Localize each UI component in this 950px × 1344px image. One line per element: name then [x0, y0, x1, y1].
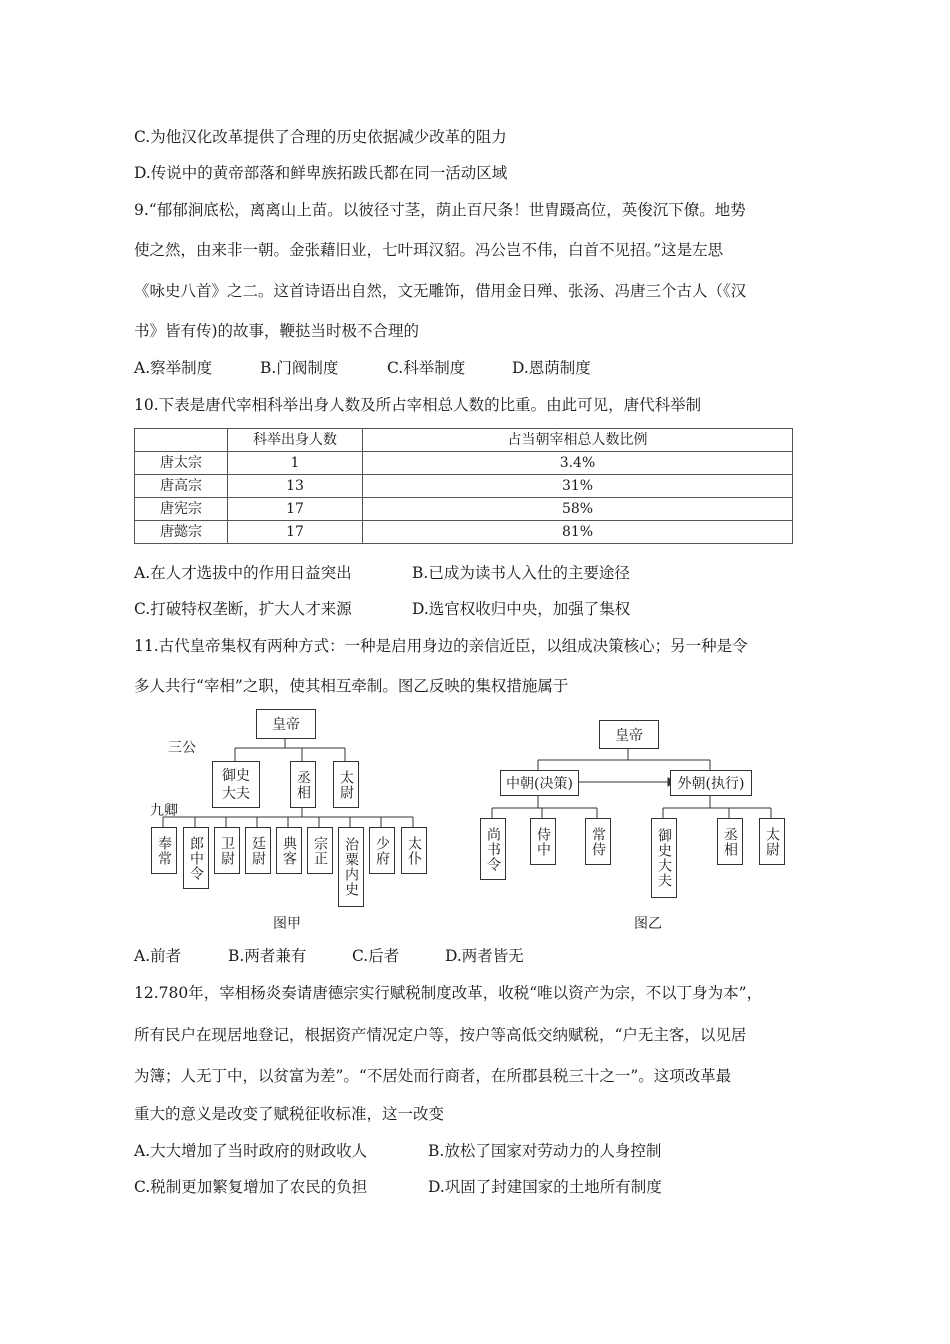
fig-a-jiuqing-label: 九卿 [150, 803, 178, 819]
fig-a-sangong-label: 三公 [168, 740, 196, 756]
fig-a-taipu-box: 太仆 [401, 827, 427, 874]
fig-b-caption: 图乙 [634, 916, 662, 932]
table-cell: 1 [228, 452, 363, 475]
fig-b-changshi-box: 常侍 [585, 818, 611, 865]
q9-stem-line-1: 9.“郁郁涧底松，离离山上苗。以彼径寸茎，荫止百尺条！世胄蹑高位，英俊沉下僚。地势 [134, 201, 746, 219]
q11-option-a: A.前者 [134, 947, 182, 965]
q8-option-d: D.传说中的黄帝部落和鲜卑族拓跋氏都在同一活动区域 [134, 164, 508, 182]
q11-option-b: B.两者兼有 [228, 947, 307, 965]
fig-b-taiwei-box: 太尉 [759, 818, 785, 865]
fig-a-emperor-box: 皇帝 [256, 709, 316, 739]
q10-option-d: D.选官权收归中央，加强了集权 [412, 600, 631, 618]
q12-option-c: C.税制更加繁复增加了农民的负担 [134, 1178, 368, 1196]
fig-a-yushidafu-box [212, 761, 260, 808]
fig-a-dianke-box: 典客 [276, 827, 302, 874]
q11-option-c: C.后者 [352, 947, 400, 965]
fig-a-zongzheng-box: 宗正 [307, 827, 333, 874]
fig-b-zhongchao-box: 中朝(决策) [500, 770, 579, 796]
table-cell: 唐懿宗 [135, 521, 228, 544]
fig-b-shangshuling-box: 尚书令 [480, 818, 506, 880]
fig-b-shizhong-box: 侍中 [530, 818, 556, 865]
q10-option-a: A.在人才选拔中的作用日益突出 [134, 564, 352, 582]
table-cell: 唐高宗 [135, 475, 228, 498]
q9-stem-line-3: 《咏史八首》之二。这首诗语出自然，文无雕饰，借用金日殚、张汤、冯唐三个古人（《汉 [134, 282, 747, 300]
fig-a-caption: 图甲 [273, 916, 301, 932]
table-cell: 81% [363, 521, 793, 544]
q11-option-d: D.两者皆无 [445, 947, 524, 965]
q12-option-d: D.巩固了封建国家的土地所有制度 [428, 1178, 662, 1196]
q9-stem-line-2: 使之然，由来非一朝。金张藉旧业，七叶珥汉貂。冯公岂不伟，白首不见招。”这是左思 [134, 241, 724, 259]
fig-b-chengxiang-box: 丞相 [717, 818, 743, 865]
q11-stem-line-1: 11.古代皇帝集权有两种方式：一种是启用身边的亲信近臣，以组成决策核心；另一种是令 [134, 637, 748, 655]
q9-option-a: A.察举制度 [134, 359, 213, 377]
fig-b-waichao-box: 外朝(执行) [670, 770, 752, 796]
fig-a-chengxiang-box: 丞相 [290, 761, 316, 808]
q12-stem-line-4: 重大的意义是改变了赋税征收标准，这一改变 [134, 1105, 445, 1123]
fig-a-shaofu-box: 少府 [369, 827, 395, 874]
table-cell: 13 [228, 475, 363, 498]
table-cell: 58% [363, 498, 793, 521]
q12-stem-line-3: 为簿；人无丁中，以贫富为差”。“不居处而行商者，在所郡县税三十之一”。这项改革最 [134, 1067, 732, 1085]
fig-a-fengchang-box: 奉常 [151, 827, 177, 874]
q8-option-c: C.为他汉化改革提供了合理的历史依据减少改革的阻力 [134, 128, 507, 146]
q9-option-b: B.门阀制度 [260, 359, 339, 377]
fig-a-tingwei-box: 廷尉 [245, 827, 271, 874]
q12-option-b: B.放松了国家对劳动力的人身控制 [428, 1142, 662, 1160]
q10-option-b: B.已成为读书人入仕的主要途径 [412, 564, 630, 582]
q12-stem-line-1: 12.780年，宰相杨炎奏请唐德宗实行赋税制度改革，收税“唯以资产为宗，不以丁身为本”， [134, 984, 763, 1002]
table-cell: 唐宪宗 [135, 498, 228, 521]
table-header-cell: 占当朝宰相总人数比例 [363, 429, 793, 452]
q9-option-c: C.科举制度 [387, 359, 466, 377]
table-cell: 唐太宗 [135, 452, 228, 475]
table-header-cell: 科举出身人数 [228, 429, 363, 452]
q9-option-d: D.恩荫制度 [512, 359, 591, 377]
fig-a-yushidafu-label: 御史大夫 [222, 767, 250, 802]
table-cell: 3.4% [363, 452, 793, 475]
fig-b-yushidafu-box: 御史大夫 [651, 818, 677, 898]
table-cell: 17 [228, 521, 363, 544]
table-cell: 31% [363, 475, 793, 498]
q10-option-c: C.打破特权垄断，扩大人才来源 [134, 600, 352, 618]
fig-b-emperor-box: 皇帝 [599, 720, 659, 749]
table-cell: 17 [228, 498, 363, 521]
fig-a-taiwei-box: 太尉 [333, 761, 359, 808]
fig-a-zhisuneishi-box: 治粟内史 [338, 827, 364, 907]
q11-stem-line-2: 多人共行“宰相”之职，使其相互牵制。图乙反映的集权措施属于 [134, 677, 569, 695]
fig-a-weiwei-box: 卫尉 [214, 827, 240, 874]
q12-option-a: A.大大增加了当时政府的财政收人 [134, 1142, 368, 1160]
q9-stem-line-4: 书》皆有传)的故事，鞭挞当时极不合理的 [134, 322, 420, 340]
q12-stem-line-2: 所有民户在现居地登记，根据资产情况定户等，按户等高低交纳赋税，“户无主客，以见居 [134, 1026, 747, 1044]
q10-stem: 10.下表是唐代宰相科举出身人数及所占宰相总人数的比重。由此可见，唐代科举制 [134, 396, 702, 414]
fig-a-langzhongling-box: 郎中令 [183, 827, 209, 889]
